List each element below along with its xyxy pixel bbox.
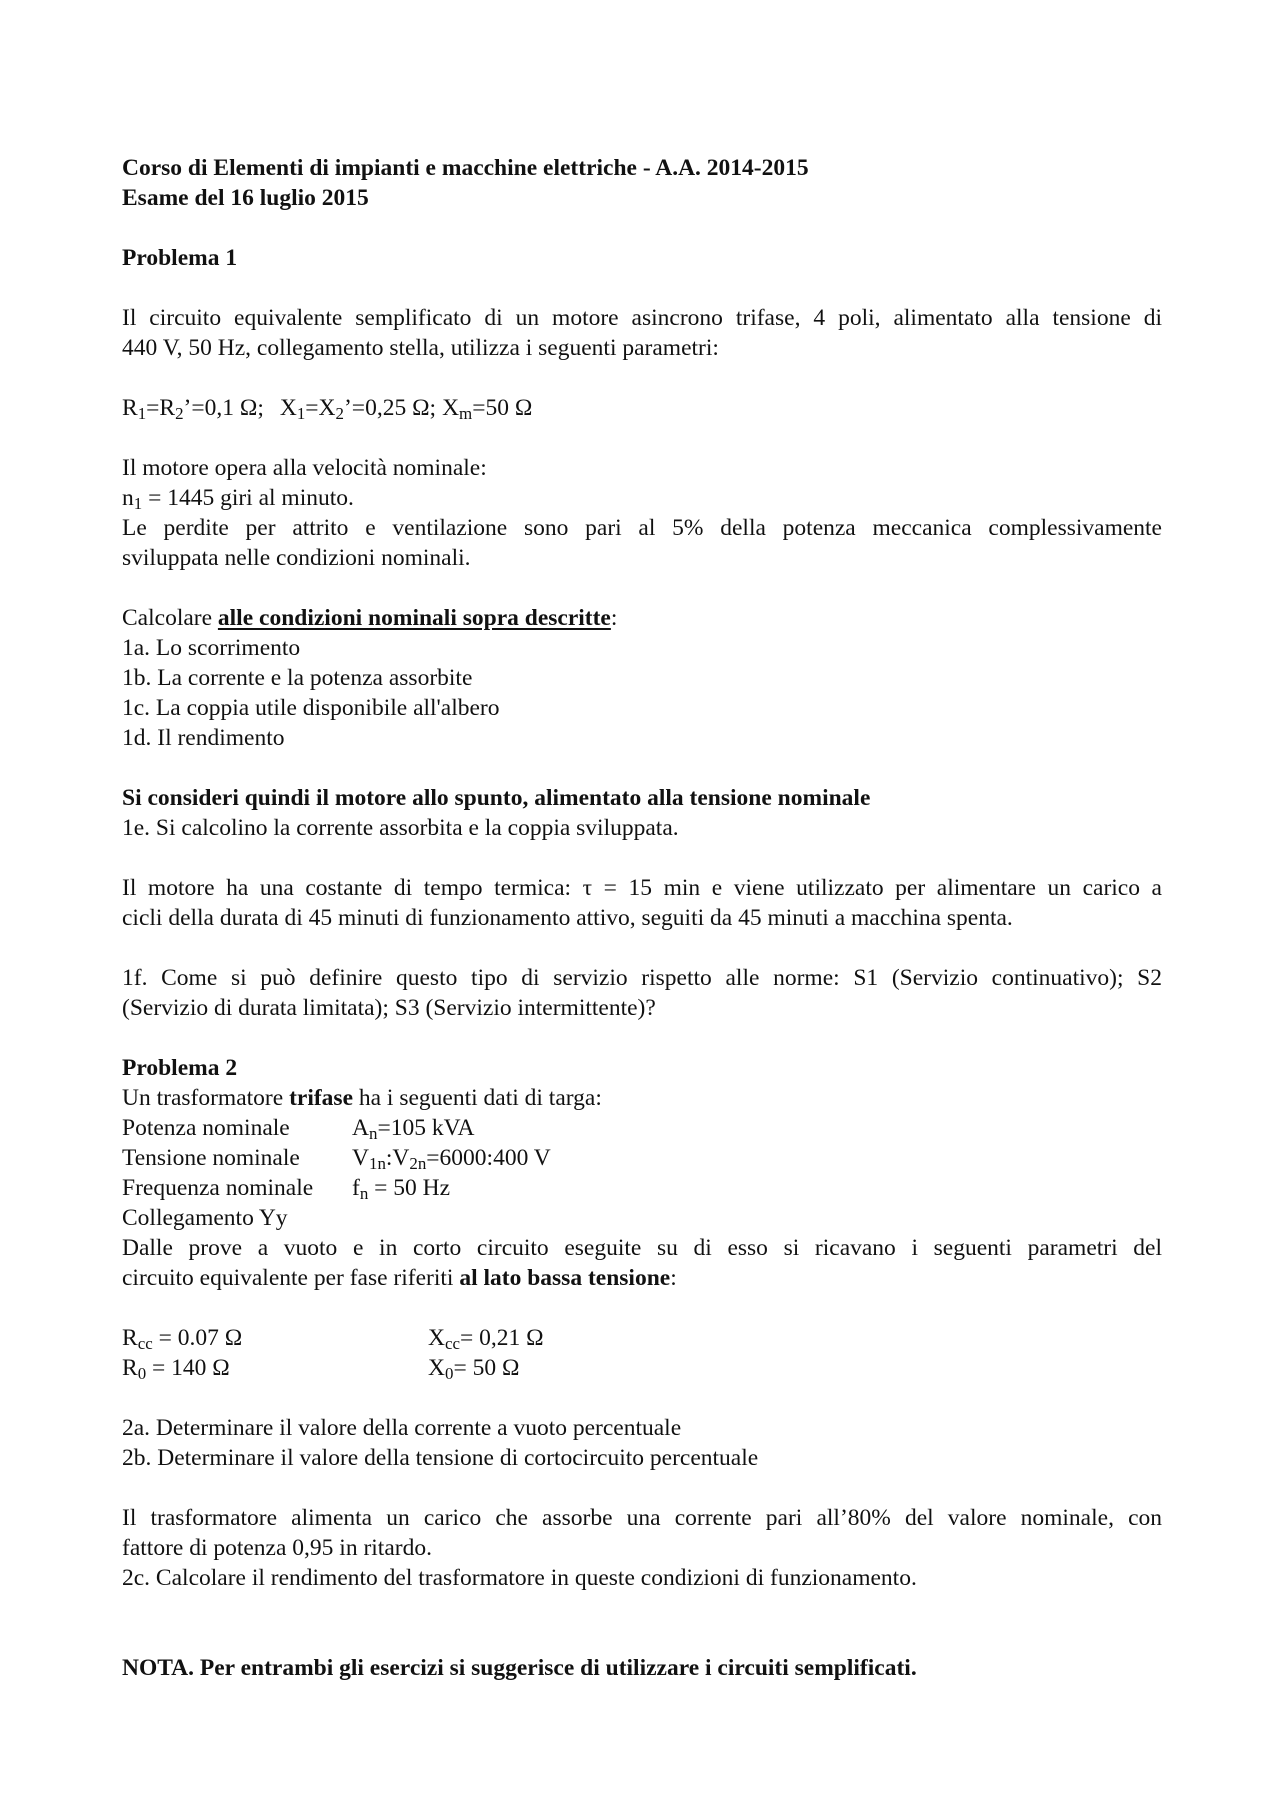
p2-load-line1: Il trasformatore alimenta un carico che assorbe una corrente pari all’80% del valore nominale, con <box>122 1505 1162 1531</box>
rating-voltage-row: Tensione nominale $V_{1n}:V_{2n}=6000:400$ V <box>122 1145 551 1174</box>
question-1a: 1a. Lo scorrimento <box>122 635 301 661</box>
p2-tests-line2: circuito equivalente per fase riferiti al lato bassa tensione: <box>122 1265 677 1291</box>
p1-speed-intro: Il motore opera alla velocità nominale: <box>122 455 487 481</box>
p1-calc-heading: Calcolare alle condizioni nominali sopra descritte: <box>122 605 618 631</box>
p2-intro: Un trasformatore trifase ha i seguenti dati di targa: <box>122 1085 602 1111</box>
p1-losses-line1: Le perdite per attrito e ventilazione sono pari al 5% della potenza meccanica complessivamente <box>122 515 1162 541</box>
p2-load-line2: fattore di potenza 0,95 in ritardo. <box>122 1535 432 1561</box>
question-2a: 2a. Determinare il valore della corrente a vuoto percentuale <box>122 1415 682 1441</box>
problem1-title: Problema 1 <box>122 245 238 271</box>
p1-losses-line2: sviluppata nelle condizioni nominali. <box>122 545 471 571</box>
question-2c: 2c. Calcolare il rendimento del trasformatore in queste condizioni di funzionamento. <box>122 1565 917 1591</box>
p1-thermal-line1: Il motore ha una costante di tempo termica: τ = 15 min e viene utilizzato per alimentare un carico a <box>122 875 1162 901</box>
question-1d: 1d. Il rendimento <box>122 725 285 751</box>
question-1f-line2: (Servizio di durata limitata); S3 (Servizio intermittente)? <box>122 995 656 1021</box>
final-note: NOTA. Per entrambi gli esercizi si suggerisce di utilizzare i circuiti semplificati. <box>122 1655 917 1681</box>
problem2-title: Problema 2 <box>122 1055 238 1081</box>
x0-value: $X_0= 50$ Ω <box>428 1355 520 1384</box>
connection-type: Collegamento Yy <box>122 1205 288 1231</box>
question-2b: 2b. Determinare il valore della tensione di cortocircuito percentuale <box>122 1445 759 1471</box>
p1-thermal-line2: cicli della durata di 45 minuti di funzionamento attivo, seguiti da 45 minuti a macchina spenta. <box>122 905 1013 931</box>
params-row-1 <box>122 1323 1162 1353</box>
rating-power-row: Potenza nominale $A_n=105$ kVA <box>122 1115 475 1144</box>
p1-intro-line2: 440 V, 50 Hz, collegamento stella, utilizza i seguenti parametri: <box>122 335 719 361</box>
p1-speed-value: $n_1 = 1445$ giri al minuto. <box>122 485 354 514</box>
rcc-value: $R_{cc} = 0.07$ Ω <box>122 1325 243 1354</box>
xcc-value: $X_{cc}= 0,21$ Ω <box>428 1325 544 1354</box>
question-1f-line1: 1f. Come si può definire questo tipo di servizio rispetto alle norme: S1 (Servizio continuativo); S2 <box>122 965 1162 991</box>
question-1b: 1b. La corrente e la potenza assorbite <box>122 665 473 691</box>
question-1e: 1e. Si calcolino la corrente assorbita e la coppia sviluppata. <box>122 815 679 841</box>
p1-intro-line1: Il circuito equivalente semplificato di un motore asincrono trifase, 4 poli, alimentato alla tensione di <box>122 305 1162 331</box>
params-row-2 <box>122 1353 1162 1383</box>
p1-startup-heading: Si consideri quindi il motore allo spunto, alimentato alla tensione nominale <box>122 785 871 811</box>
p2-tests-line1: Dalle prove a vuoto e in corto circuito eseguite su di esso si ricavano i seguenti parametri del <box>122 1235 1162 1261</box>
rating-frequency-row: Frequenza nominale $f_n = 50$ Hz <box>122 1175 451 1204</box>
r0-value: $R_0 = 140$ Ω <box>122 1355 230 1384</box>
course-title: Corso di Elementi di impianti e macchine elettriche - A.A. 2014-2015 <box>122 155 809 181</box>
p1-motor-parameters: $R_1=R_2’=0,1$ Ω; $X_1=X_2’=0,25$ Ω; $X_m=50$ Ω <box>122 395 533 424</box>
question-1c: 1c. La coppia utile disponibile all'albero <box>122 695 500 721</box>
exam-date: Esame del 16 luglio 2015 <box>122 185 369 211</box>
